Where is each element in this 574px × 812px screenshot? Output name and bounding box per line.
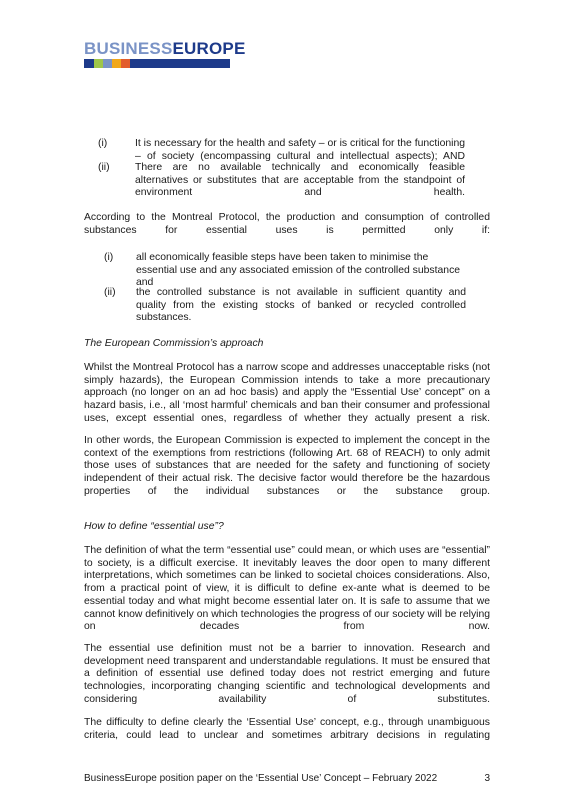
- paragraph-montreal: According to the Montreal Protocol, the production and consumption of controlled substances for essential uses is permitted only if:: [84, 212, 490, 236]
- list2-number: (ii): [104, 287, 116, 298]
- list2-item-text: the controlled substance is not available in sufficient quantity and quality from the existing stocks of banked or recycled controlled substances.: [136, 287, 466, 324]
- list1-item-text: It is necessary for the health and safety – or is critical for the functioning – of society (encompassing cultural and intellectual aspects); AND: [135, 138, 465, 162]
- paragraph-definition: The definition of what the term “essential use” could mean, or which uses are “essential” to society, is a difficult exercise. It inevitably leaves the door open to many different interpretations, which sometimes can be linked to societal choices considerations. Also, from a practical point of view, it is difficult to define ex-ante what is deemed to be essential today and what might become essential later on. It is safe to assume that we cannot know definitively on which technologies the progress of our society will be relying on decades from now.: [84, 545, 490, 633]
- section-heading-define: How to define “essential use”?: [84, 521, 224, 532]
- page-footer: [84, 773, 490, 785]
- footer-text: BusinessEurope position paper on the ‘Essential Use’ Concept – February 2022: [84, 773, 438, 784]
- logo-wordmark: BUSINESSEUROPE: [84, 39, 246, 58]
- logo-bar-segment: [103, 59, 112, 68]
- list2-number: (i): [104, 252, 114, 263]
- logo-bar-segment: [94, 59, 103, 68]
- page-number: 3: [484, 773, 490, 784]
- list2-item-text: all economically feasible steps have been taken to minimise the essential use and any associated emission of the controlled substance and: [136, 252, 461, 289]
- logo-bar-segment: [112, 59, 121, 68]
- paragraph-barrier: The essential use definition must not be a barrier to innovation. Research and development need transparent and understandable regulations. It must be ensured that a definition of essential use defined today does not restrict emerging and future technologies, incorporating changing scientific and technological developments and considering availability of substitutes.: [84, 643, 490, 705]
- list1-number: (i): [98, 138, 108, 149]
- paragraph-other-words: In other words, the European Commission is expected to implement the concept in the context of the exemptions from restrictions (following Art. 68 of REACH) to only admit those uses of substances that are needed for the safety and functioning of society independent of their actual risk. The decisive factor would therefore be the hazardous properties of the individual substances or the substance group.: [84, 435, 490, 497]
- logo-color-bar: [84, 59, 230, 68]
- list1-number: (ii): [98, 162, 110, 173]
- paragraph-difficulty: The difficulty to define clearly the ‘Essential Use’ concept, e.g., through unambiguous criteria, could lead to unclear and sometimes arbitrary decisions in regulating: [84, 717, 490, 741]
- logo-bar-segment: [84, 59, 94, 68]
- section-heading-approach: The European Commission’s approach: [84, 338, 264, 349]
- list1-item-text: There are no available technically and economically feasible alternatives or substitutes that are acceptable from the standpoint of environment and health.: [135, 162, 465, 199]
- logo-bar-segment: [121, 59, 130, 68]
- logo-bar-segment: [130, 59, 230, 68]
- businesseurope-logo: [84, 40, 246, 58]
- paragraph-whilst: Whilst the Montreal Protocol has a narrow scope and addresses unacceptable risks (not simply hazards), the European Commission intends to take a more precautionary approach (no longer on an ad hoc basis) and apply the “Essential Use’ concept” on a hazard basis, i.e., all ‘most harmful’ chemicals and ban their consumer and professional uses, except essential ones, regardless of whether they actually present a risk.: [84, 362, 490, 424]
